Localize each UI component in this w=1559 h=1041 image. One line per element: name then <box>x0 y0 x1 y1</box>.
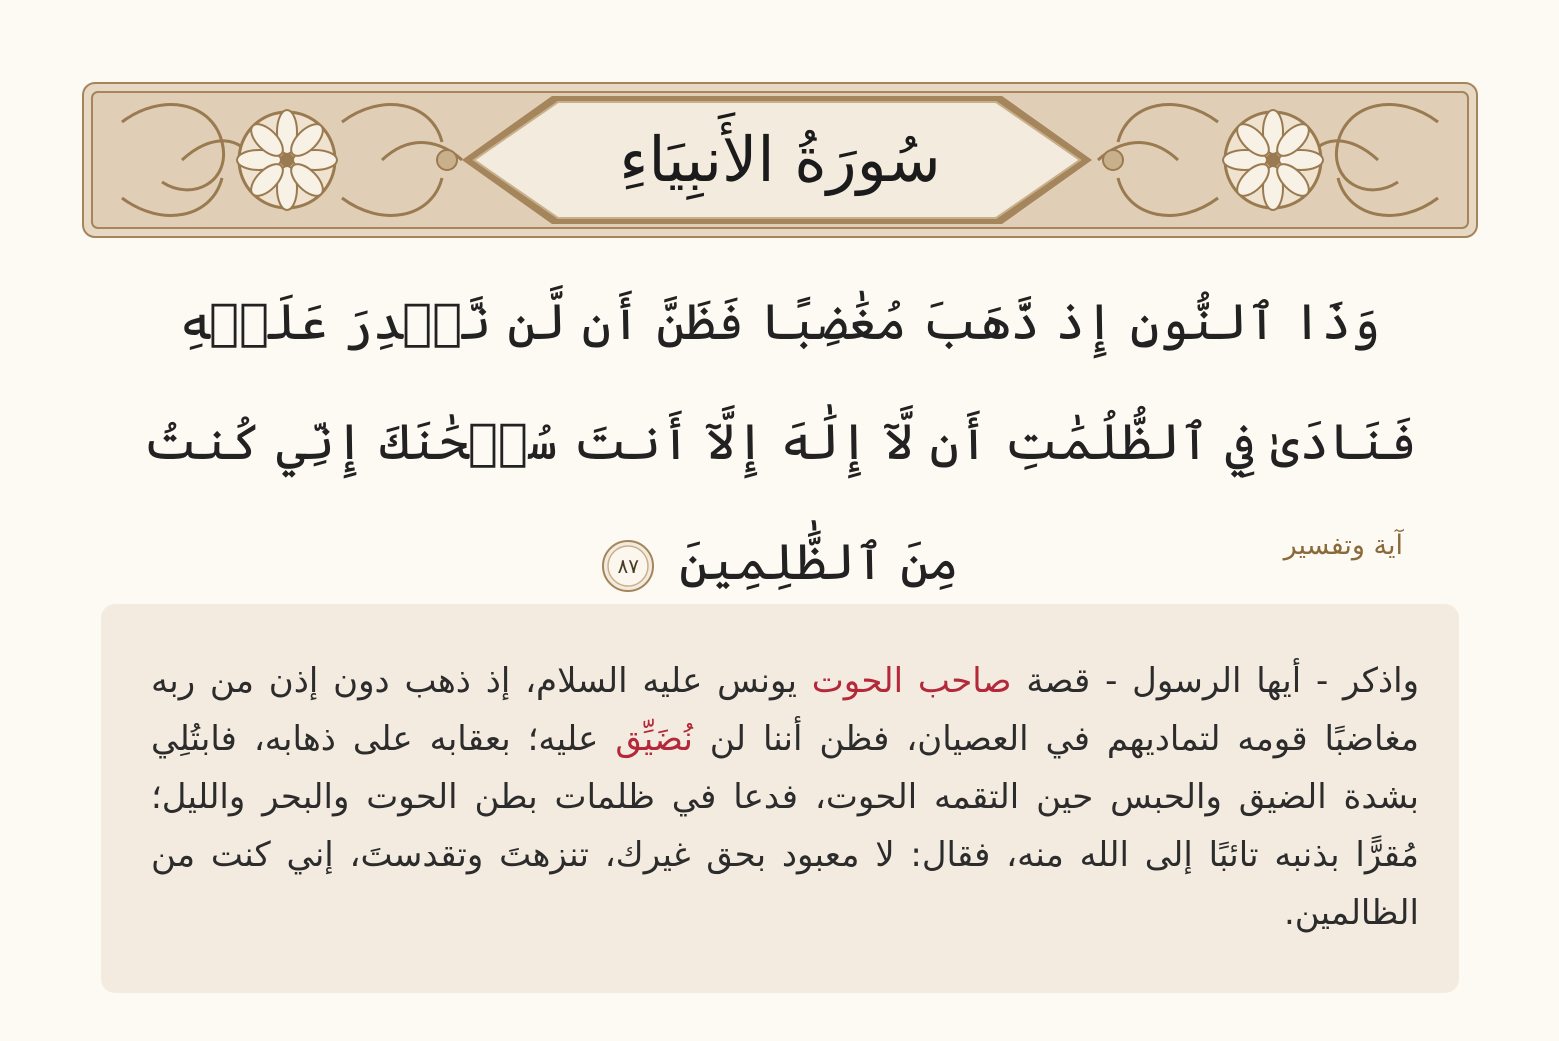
tafsir-text-part: عليه؛ بعقابه على ذهابه، فابتُلِي بشدة الضيق والحبس حين التقمه الحوت، فدعا في ظلمات بطن الحوت والبحر والليل؛ مُقرًّا بذنبه تائبًا إلى الله منه، فقال: لا معبود بحق غيرك، تنزهتَ وتقدستَ، إني كنت من الظالمين. <box>151 719 1419 933</box>
ayah-number: ٨٧ <box>617 554 639 578</box>
ayah-number-marker <box>601 539 655 593</box>
ayah-verse[interactable] <box>110 262 1450 622</box>
surah-banner <box>82 82 1478 238</box>
tafsir-text-part: يونس عليه السلام، إذ ذهب دون إذن من ربه مغاضبًا قومه لتماديهم في العصيان، فظن أننا لن <box>151 661 1419 759</box>
ayah-text: وَذَا ٱلنُّونِ إِذ ذَّهَبَ مُغَٰضِبًا فَظَنَّ أَن لَّن نَّقۡدِرَ عَلَيۡهِ فَنَادَىٰ فِي ٱلظُّلُمَٰتِ أَن لَّآ إِلَٰهَ إِلَّآ أَنتَ سُبۡحَٰنَكَ إِنِّي كُنتُ مِنَ ٱلظَّٰلِمِينَ <box>143 293 1417 591</box>
tafsir-text[interactable] <box>151 652 1419 942</box>
surah-title: سُورَةُ الأَنبِيَاءِ <box>619 123 941 196</box>
tafsir-highlight-term[interactable]: نُضَيِّق <box>615 719 693 759</box>
tafsir-text-part: واذكر - أيها الرسول - قصة <box>1011 661 1419 701</box>
tafsir-highlight-term[interactable]: صاحب الحوت <box>811 661 1012 701</box>
tafsir-card <box>101 604 1459 993</box>
section-heading: آية وتفسير <box>1283 530 1403 561</box>
